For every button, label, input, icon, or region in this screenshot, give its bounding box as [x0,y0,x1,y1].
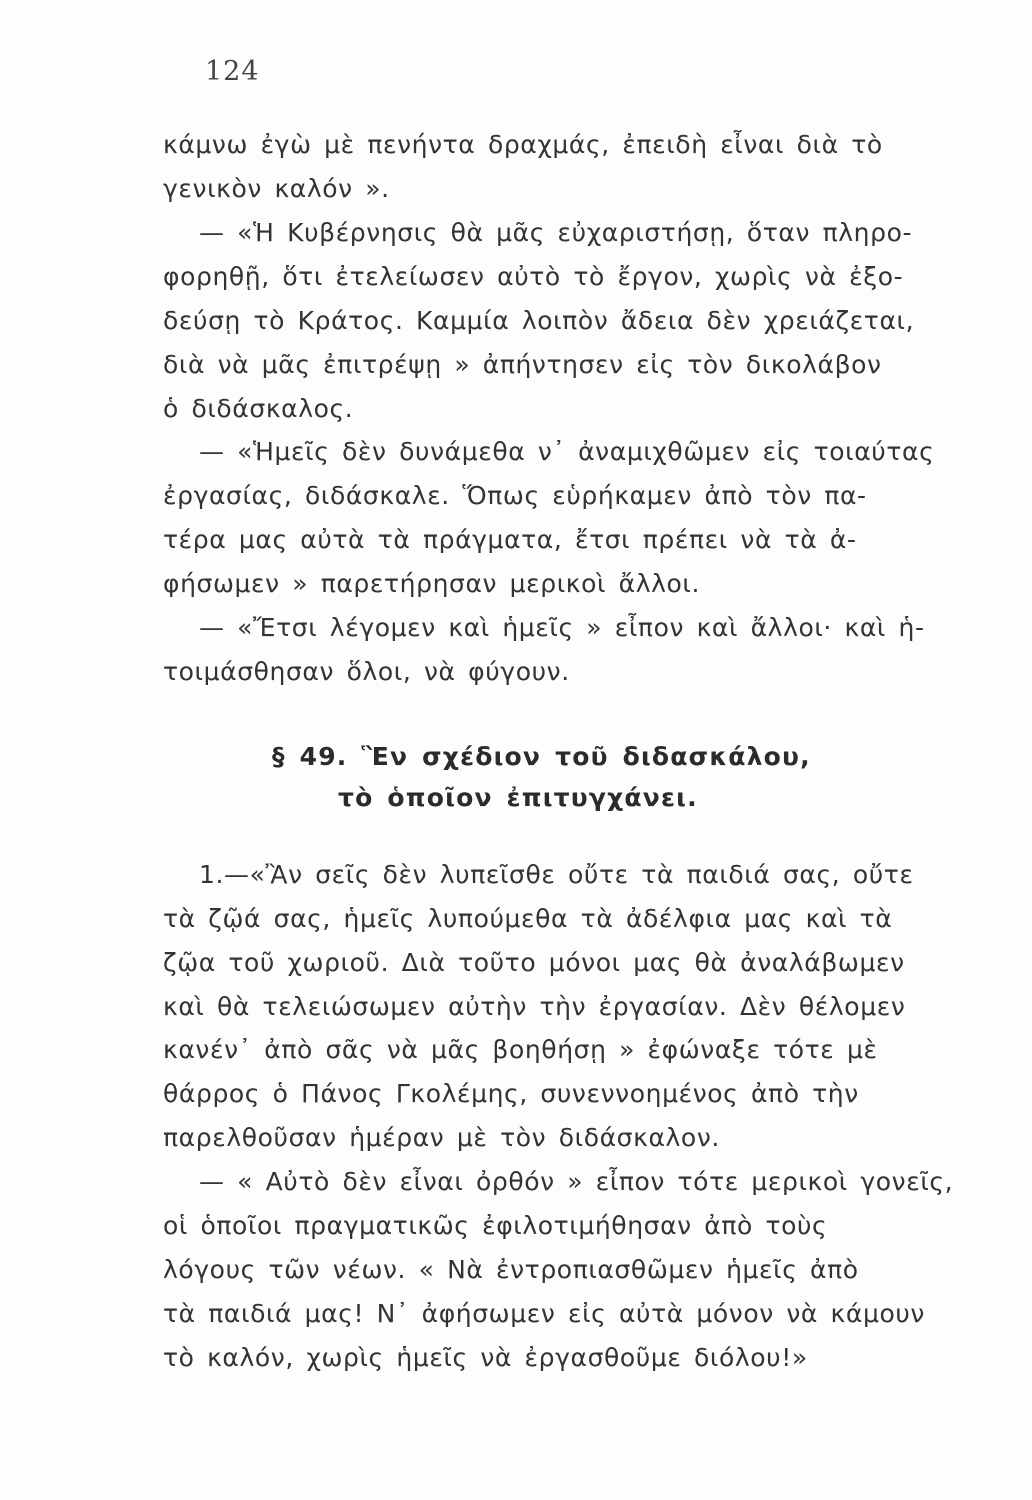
text-line: ὁ διδάσκαλος. [163,394,354,423]
text-line: τέρα μας αὐτὰ τὰ πράγματα, ἔτσι πρέπει νὰ τὰ ἀ- [163,525,857,554]
text-line: — «Ἔτσι λέγομεν καὶ ἡμεῖς » εἶπον καὶ ἄλλοι· καὶ ἡ- [199,613,925,642]
text-line: θάρρος ὁ Πάνος Γκολέμης, συνεννοημένος ἀπὸ τὴν [163,1079,859,1108]
text-line: — «Ἡμεῖς δὲν δυνάμεθα ν᾽ ἀναμιχθῶμεν εἰς τοιαύτας [199,437,935,466]
text-line: δεύσῃ τὸ Κράτος. Καμμία λοιπὸν ἄδεια δὲν χρειάζεται, [163,306,915,335]
text-line: τὸ καλόν, χωρὶς ἡμεῖς νὰ ἐργασθοῦμε διόλου!» [163,1343,808,1372]
text-line: γενικὸν καλόν ». [163,174,390,203]
text-line: λόγους τῶν νέων. « Νὰ ἐντροπιασθῶμεν ἡμεῖς ἀπὸ [163,1255,859,1284]
text-line: φήσωμεν » παρετήρησαν μερικοὶ ἄλλοι. [163,569,701,598]
text-line: τὰ ζῷά σας, ἡμεῖς λυπούμεθα τὰ ἀδέλφια μας καὶ τὰ [163,904,893,933]
text-line: ζῷα τοῦ χωριοῦ. Διὰ τοῦτο μόνοι μας θὰ ἀναλάβωμεν [163,948,905,977]
section-heading-line1: § 49. Ἓν σχέδιον τοῦ διδασκάλου, [272,742,811,771]
text-line: καὶ θὰ τελειώσωμεν αὐτὴν τὴν ἐργασίαν. Δὲν θέλομεν [163,992,906,1021]
text-line: ἐργασίας, διδάσκαλε. Ὅπως εὑρήκαμεν ἀπὸ τὸν πα- [163,481,867,510]
text-line: οἱ ὁποῖοι πραγματικῶς ἐφιλοτιμήθησαν ἀπὸ τοὺς [163,1211,828,1240]
text-line: παρελθοῦσαν ἡμέραν μὲ τὸν διδάσκαλον. [163,1123,720,1152]
text-line: — «Ἡ Κυβέρνησις θὰ μᾶς εὐχαριστήσῃ, ὅταν πληρο- [199,218,913,247]
text-line: διὰ νὰ μᾶς ἐπιτρέψῃ » ἀπήντησεν εἰς τὸν δικολάβον [163,350,882,379]
text-line: κάμνω ἐγὼ μὲ πενήντα δραχμάς, ἐπειδὴ εἶναι διὰ τὸ [163,130,883,159]
text-line: 1.—«Ἂν σεῖς δὲν λυπεῖσθε οὔτε τὰ παιδιά σας, οὔτε [199,860,914,889]
text-line: τοιμάσθησαν ὅλοι, νὰ φύγουν. [163,657,570,686]
text-line: τὰ παιδιά μας! Ν᾽ ἀφήσωμεν εἰς αὐτὰ μόνον νὰ κάμουν [163,1299,925,1328]
text-line: κανέν᾽ ἀπὸ σᾶς νὰ μᾶς βοηθήσῃ » ἐφώναξε τότε μὲ [163,1035,878,1064]
text-line: φορηθῇ, ὅτι ἐτελείωσεν αὐτὸ τὸ ἔργον, χωρὶς νὰ ἐξο- [163,262,904,291]
page-number: 124 [205,56,260,87]
section-heading-line2: τὸ ὁποῖον ἐπιτυγχάνει. [338,783,698,812]
text-line: — « Αὐτὸ δὲν εἶναι ὀρθόν » εἶπον τότε μερικοὶ γονεῖς, [199,1167,954,1196]
